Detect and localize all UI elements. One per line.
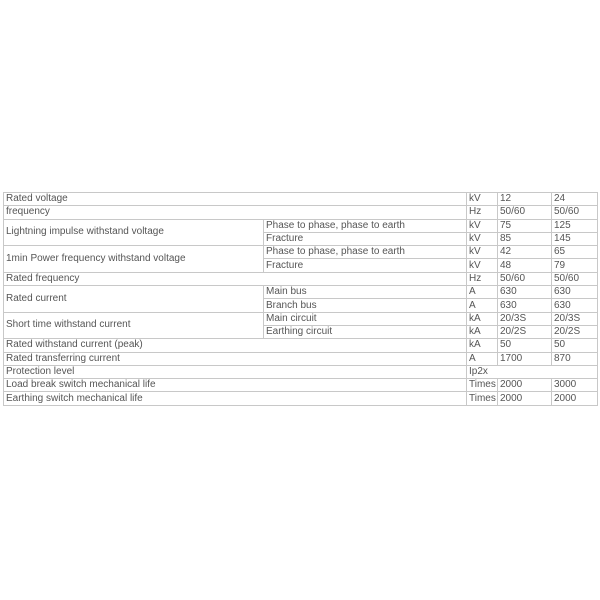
value-24-cell: 79 (552, 259, 598, 272)
table-row (4, 246, 598, 259)
table-row (4, 286, 598, 299)
table-row (4, 219, 598, 232)
unit-cell: kV (467, 193, 498, 206)
table-row (4, 272, 598, 285)
table-row (4, 193, 598, 206)
sub-label: Main circuit (264, 312, 467, 325)
row-label: 1min Power frequency withstand voltage (4, 246, 264, 273)
value-24-cell: 24 (552, 193, 598, 206)
table-row (4, 206, 598, 219)
value-12-cell: 20/2S (498, 325, 552, 338)
row-label: Rated voltage (4, 193, 467, 206)
row-label: Rated transferring current (4, 352, 467, 365)
value-24-cell: 50 (552, 339, 598, 352)
protection-value-cell: Ip2x (467, 365, 598, 378)
unit-cell: kA (467, 325, 498, 338)
value-12-cell: 2000 (498, 392, 552, 405)
sub-label: Phase to phase, phase to earth (264, 246, 467, 259)
sub-label: Earthing circuit (264, 325, 467, 338)
row-label: Lightning impulse withstand voltage (4, 219, 264, 246)
value-12-cell: 50 (498, 339, 552, 352)
unit-cell: Hz (467, 272, 498, 285)
sub-label: Fracture (264, 259, 467, 272)
unit-cell: kV (467, 259, 498, 272)
value-24-cell: 3000 (552, 379, 598, 392)
table-row (4, 339, 598, 352)
row-label: Rated current (4, 286, 264, 313)
value-24-cell: 125 (552, 219, 598, 232)
value-12-cell: 85 (498, 232, 552, 245)
value-24-cell: 65 (552, 246, 598, 259)
unit-cell: kV (467, 232, 498, 245)
value-12-cell: 630 (498, 286, 552, 299)
value-12-cell: 75 (498, 219, 552, 232)
unit-cell: kV (467, 246, 498, 259)
value-12-cell: 2000 (498, 379, 552, 392)
unit-cell: A (467, 286, 498, 299)
sub-label: Main bus (264, 286, 467, 299)
value-24-cell: 630 (552, 299, 598, 312)
unit-cell: kA (467, 312, 498, 325)
value-24-cell: 870 (552, 352, 598, 365)
sub-label: Phase to phase, phase to earth (264, 219, 467, 232)
row-label: Rated frequency (4, 272, 467, 285)
value-12-cell: 1700 (498, 352, 552, 365)
spec-table (3, 192, 598, 406)
row-label: Load break switch mechanical life (4, 379, 467, 392)
value-12-cell: 42 (498, 246, 552, 259)
unit-cell: Hz (467, 206, 498, 219)
value-12-cell: 50/60 (498, 206, 552, 219)
row-label: frequency (4, 206, 467, 219)
value-12-cell: 630 (498, 299, 552, 312)
value-24-cell: 2000 (552, 392, 598, 405)
value-12-cell: 12 (498, 193, 552, 206)
value-12-cell: 20/3S (498, 312, 552, 325)
value-24-cell: 630 (552, 286, 598, 299)
value-12-cell: 50/60 (498, 272, 552, 285)
value-24-cell: 145 (552, 232, 598, 245)
table-row (4, 392, 598, 405)
unit-cell: Times (467, 392, 498, 405)
unit-cell: A (467, 299, 498, 312)
unit-cell: kA (467, 339, 498, 352)
row-label: Protection level (4, 365, 467, 378)
unit-cell: kV (467, 219, 498, 232)
unit-cell: A (467, 352, 498, 365)
value-24-cell: 20/2S (552, 325, 598, 338)
table-row (4, 365, 598, 378)
row-label: Rated withstand current (peak) (4, 339, 467, 352)
value-24-cell: 50/60 (552, 206, 598, 219)
value-24-cell: 20/3S (552, 312, 598, 325)
table-row (4, 352, 598, 365)
sub-label: Fracture (264, 232, 467, 245)
table-row (4, 312, 598, 325)
row-label: Earthing switch mechanical life (4, 392, 467, 405)
sub-label: Branch bus (264, 299, 467, 312)
value-12-cell: 48 (498, 259, 552, 272)
row-label: Short time withstand current (4, 312, 264, 339)
table-row (4, 379, 598, 392)
unit-cell: Times (467, 379, 498, 392)
value-24-cell: 50/60 (552, 272, 598, 285)
